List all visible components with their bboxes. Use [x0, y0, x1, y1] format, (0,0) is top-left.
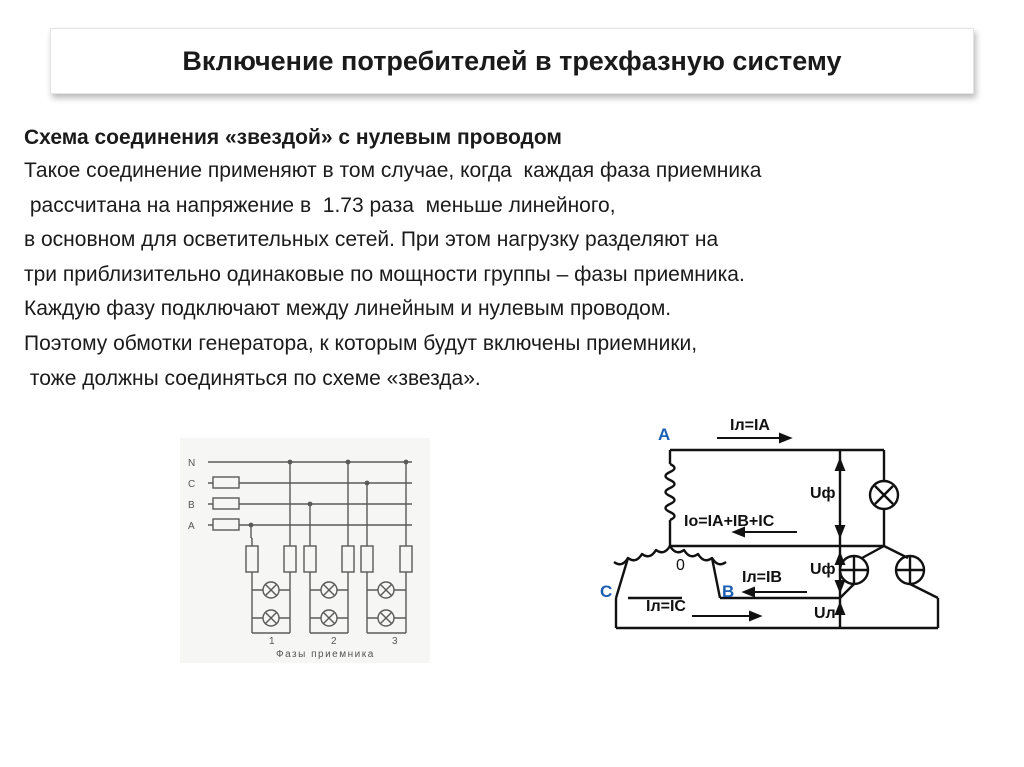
- group-number-3: 3: [392, 636, 398, 647]
- wire-label-b: B: [188, 500, 195, 511]
- current-neutral-label: Io=IA+IB+IC: [684, 513, 775, 530]
- winding-a-coil: [666, 464, 675, 520]
- group-number-1: 1: [269, 636, 275, 647]
- paragraph-line-7: тоже должны соединяться по схеме «звезда».: [24, 366, 481, 390]
- node-label-c: C: [600, 582, 613, 601]
- line-voltage-label: Uл: [814, 605, 836, 622]
- diagram-caption: Фазы приемника: [276, 649, 375, 660]
- winding-c-coil: [614, 546, 670, 564]
- paragraph-line-5: Каждую фазу подключают между линейным и нулевым проводом.: [24, 297, 672, 321]
- current-a-label: Iл=IA: [730, 417, 770, 434]
- phase-voltage-label-1: Uф: [810, 485, 836, 502]
- wiring-diagram: [180, 438, 430, 663]
- node-label-a: A: [658, 425, 671, 444]
- current-c-label: Iл=IC: [646, 598, 686, 615]
- fuse-c: [213, 477, 239, 488]
- paragraph-line-4: три приблизительно одинаковые по мощности группы – фазы приемника.: [24, 262, 745, 286]
- text-block: [24, 124, 984, 396]
- phase-voltage-label-2: Uф: [810, 561, 836, 578]
- star-connection-diagram: [592, 408, 952, 636]
- paragraph-line-3: в основном для осветительных сетей. При этом нагрузку разделяют на: [24, 228, 719, 252]
- wire-label-c: C: [188, 479, 196, 490]
- fuse-a: [213, 519, 239, 530]
- wire-label-n: N: [188, 458, 196, 469]
- paragraph-line-6: Поэтому обмотки генератора, к которым будут включены приемники,: [24, 331, 698, 355]
- current-b-label: Iл=IB: [742, 569, 782, 586]
- subheading: Схема соединения «звездой» с нулевым проводом: [24, 126, 562, 149]
- neutral-point-label: 0: [676, 557, 685, 574]
- group-number-2: 2: [331, 636, 337, 647]
- title-banner: [50, 28, 974, 94]
- slide-title: Включение потребителей в трехфазную систему: [182, 45, 842, 76]
- fuse-b: [213, 498, 239, 509]
- paragraph-line-2: рассчитана на напряжение в 1.73 раза меньше линейного,: [24, 193, 616, 217]
- paragraph-line-1: Такое соединение применяют в том случае, когда каждая фаза приемника: [24, 159, 762, 182]
- wire-label-a: A: [188, 521, 195, 532]
- node-label-b: B: [722, 582, 735, 601]
